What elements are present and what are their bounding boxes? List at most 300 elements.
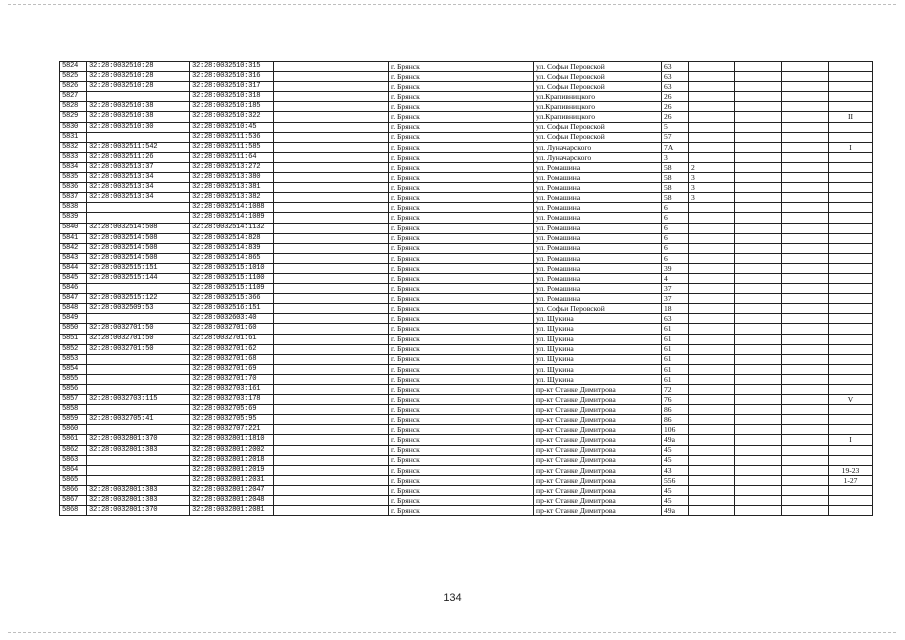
- extra-cell: [689, 445, 735, 455]
- note-cell: [829, 193, 873, 203]
- house-cell: 26: [662, 92, 689, 102]
- empty-cell: [782, 415, 829, 425]
- table-row: [60, 132, 873, 142]
- empty-cell: [782, 324, 829, 334]
- land-cadastral-cell: 32:28:0032513:37: [87, 162, 190, 172]
- city-cell: г. Брянск: [389, 203, 534, 213]
- house-cell: 556: [662, 475, 689, 485]
- row-number-cell: 5829: [60, 112, 87, 122]
- object-cadastral-cell: 32:28:0032515:1010: [190, 263, 274, 273]
- object-cadastral-cell: 32:28:0032510:322: [190, 112, 274, 122]
- note-cell: I: [829, 435, 873, 445]
- note-cell: [829, 243, 873, 253]
- table-row: [60, 344, 873, 354]
- street-cell: ул. Ромашина: [534, 253, 662, 263]
- city-cell: г. Брянск: [389, 273, 534, 283]
- row-number-cell: 5838: [60, 203, 87, 213]
- blank-cell: [274, 122, 389, 132]
- table-row: [60, 465, 873, 475]
- extra-cell: [689, 223, 735, 233]
- blank-cell: [274, 435, 389, 445]
- blank-cell: [274, 243, 389, 253]
- empty-cell: [782, 374, 829, 384]
- land-cadastral-cell: 32:28:0032510:28: [87, 72, 190, 82]
- object-cadastral-cell: 32:28:0032510:316: [190, 72, 274, 82]
- row-number-cell: 5855: [60, 374, 87, 384]
- object-cadastral-cell: 32:28:0032510:185: [190, 102, 274, 112]
- object-cadastral-cell: 32:28:0032511:536: [190, 132, 274, 142]
- table-row: [60, 162, 873, 172]
- object-cadastral-cell: 32:28:0032515:1109: [190, 284, 274, 294]
- street-cell: ул. Ромашина: [534, 193, 662, 203]
- blank-cell: [274, 223, 389, 233]
- empty-cell: [782, 162, 829, 172]
- table-row: [60, 294, 873, 304]
- row-number-cell: 5845: [60, 273, 87, 283]
- land-cadastral-cell: [87, 213, 190, 223]
- empty-cell: [735, 132, 782, 142]
- object-cadastral-cell: 32:28:0032511:585: [190, 142, 274, 152]
- empty-cell: [735, 193, 782, 203]
- empty-cell: [735, 162, 782, 172]
- extra-cell: [689, 203, 735, 213]
- note-cell: [829, 344, 873, 354]
- street-cell: ул. Софьи Перовской: [534, 72, 662, 82]
- note-cell: [829, 364, 873, 374]
- empty-cell: [782, 395, 829, 405]
- house-cell: 18: [662, 304, 689, 314]
- table-row: [60, 455, 873, 465]
- empty-cell: [735, 142, 782, 152]
- object-cadastral-cell: 32:28:0032701:62: [190, 344, 274, 354]
- city-cell: г. Брянск: [389, 62, 534, 72]
- city-cell: г. Брянск: [389, 142, 534, 152]
- extra-cell: [689, 152, 735, 162]
- house-cell: 7А: [662, 142, 689, 152]
- city-cell: г. Брянск: [389, 284, 534, 294]
- object-cadastral-cell: 32:28:0032703:178: [190, 395, 274, 405]
- note-cell: [829, 203, 873, 213]
- house-cell: 63: [662, 72, 689, 82]
- table-row: [60, 314, 873, 324]
- empty-cell: [735, 314, 782, 324]
- extra-cell: [689, 496, 735, 506]
- house-cell: 49а: [662, 435, 689, 445]
- empty-cell: [735, 62, 782, 72]
- house-cell: 26: [662, 102, 689, 112]
- object-cadastral-cell: 32:28:0032801:2018: [190, 455, 274, 465]
- note-cell: [829, 102, 873, 112]
- city-cell: г. Брянск: [389, 223, 534, 233]
- empty-cell: [735, 72, 782, 82]
- empty-cell: [735, 435, 782, 445]
- land-cadastral-cell: [87, 354, 190, 364]
- land-cadastral-cell: [87, 465, 190, 475]
- table-row: [60, 122, 873, 132]
- empty-cell: [735, 263, 782, 273]
- table-row: [60, 364, 873, 374]
- note-cell: [829, 304, 873, 314]
- blank-cell: [274, 62, 389, 72]
- table-row: [60, 223, 873, 233]
- empty-cell: [782, 82, 829, 92]
- note-cell: [829, 334, 873, 344]
- object-cadastral-cell: 32:28:0032701:68: [190, 354, 274, 364]
- note-cell: [829, 92, 873, 102]
- house-cell: 37: [662, 284, 689, 294]
- empty-cell: [782, 122, 829, 132]
- land-cadastral-cell: [87, 132, 190, 142]
- row-number-cell: 5826: [60, 82, 87, 92]
- extra-cell: [689, 465, 735, 475]
- street-cell: ул. Ромашина: [534, 294, 662, 304]
- land-cadastral-cell: 32:28:0032511:26: [87, 152, 190, 162]
- extra-cell: [689, 253, 735, 263]
- table-row: [60, 485, 873, 495]
- street-cell: ул. Луначарского: [534, 142, 662, 152]
- extra-cell: [689, 364, 735, 374]
- empty-cell: [735, 203, 782, 213]
- object-cadastral-cell: 32:28:0032705:95: [190, 415, 274, 425]
- empty-cell: [782, 465, 829, 475]
- house-cell: 58: [662, 173, 689, 183]
- note-cell: [829, 374, 873, 384]
- table-row: [60, 173, 873, 183]
- house-cell: 61: [662, 364, 689, 374]
- land-cadastral-cell: 32:28:0032514:508: [87, 223, 190, 233]
- table-row: [60, 273, 873, 283]
- empty-cell: [782, 425, 829, 435]
- object-cadastral-cell: 32:28:0032801:2048: [190, 496, 274, 506]
- empty-cell: [735, 243, 782, 253]
- empty-cell: [782, 193, 829, 203]
- city-cell: г. Брянск: [389, 173, 534, 183]
- blank-cell: [274, 294, 389, 304]
- note-cell: [829, 425, 873, 435]
- table-row: [60, 415, 873, 425]
- note-cell: [829, 233, 873, 243]
- house-cell: 49а: [662, 506, 689, 516]
- object-cadastral-cell: 32:28:0032514:839: [190, 243, 274, 253]
- note-cell: [829, 354, 873, 364]
- house-cell: 106: [662, 425, 689, 435]
- empty-cell: [735, 385, 782, 395]
- empty-cell: [782, 142, 829, 152]
- row-number-cell: 5827: [60, 92, 87, 102]
- city-cell: г. Брянск: [389, 344, 534, 354]
- row-number-cell: 5846: [60, 284, 87, 294]
- street-cell: пр-кт Станке Димитрова: [534, 465, 662, 475]
- street-cell: пр-кт Станке Димитрова: [534, 485, 662, 495]
- empty-cell: [782, 304, 829, 314]
- extra-cell: [689, 92, 735, 102]
- extra-cell: [689, 82, 735, 92]
- blank-cell: [274, 132, 389, 142]
- extra-cell: [689, 455, 735, 465]
- blank-cell: [274, 112, 389, 122]
- empty-cell: [735, 253, 782, 263]
- land-cadastral-cell: 32:28:0032801:383: [87, 445, 190, 455]
- page-number: 134: [443, 592, 462, 604]
- street-cell: ул. Ромашина: [534, 203, 662, 213]
- city-cell: г. Брянск: [389, 405, 534, 415]
- house-cell: 3: [662, 152, 689, 162]
- empty-cell: [782, 223, 829, 233]
- street-cell: ул. Ромашина: [534, 223, 662, 233]
- street-cell: ул. Щукина: [534, 314, 662, 324]
- extra-cell: 2: [689, 162, 735, 172]
- city-cell: г. Брянск: [389, 92, 534, 102]
- empty-cell: [782, 203, 829, 213]
- land-cadastral-cell: [87, 475, 190, 485]
- house-cell: 6: [662, 223, 689, 233]
- extra-cell: [689, 475, 735, 485]
- extra-cell: [689, 273, 735, 283]
- table-row: [60, 193, 873, 203]
- blank-cell: [274, 485, 389, 495]
- house-cell: 37: [662, 294, 689, 304]
- empty-cell: [735, 465, 782, 475]
- note-cell: [829, 405, 873, 415]
- object-cadastral-cell: 32:28:0032510:317: [190, 82, 274, 92]
- street-cell: ул. Щукина: [534, 364, 662, 374]
- empty-cell: [735, 112, 782, 122]
- city-cell: г. Брянск: [389, 304, 534, 314]
- house-cell: 58: [662, 183, 689, 193]
- blank-cell: [274, 253, 389, 263]
- table-row: [60, 324, 873, 334]
- extra-cell: [689, 314, 735, 324]
- land-cadastral-cell: 32:28:0032515:122: [87, 294, 190, 304]
- object-cadastral-cell: 32:28:0032513:380: [190, 173, 274, 183]
- row-number-cell: 5836: [60, 183, 87, 193]
- house-cell: 45: [662, 445, 689, 455]
- city-cell: г. Брянск: [389, 324, 534, 334]
- city-cell: г. Брянск: [389, 243, 534, 253]
- empty-cell: [782, 485, 829, 495]
- city-cell: г. Брянск: [389, 183, 534, 193]
- blank-cell: [274, 102, 389, 112]
- house-cell: 63: [662, 62, 689, 72]
- empty-cell: [735, 354, 782, 364]
- empty-cell: [735, 284, 782, 294]
- house-cell: 61: [662, 324, 689, 334]
- empty-cell: [782, 506, 829, 516]
- note-cell: [829, 263, 873, 273]
- note-cell: [829, 284, 873, 294]
- empty-cell: [782, 253, 829, 263]
- object-cadastral-cell: 32:28:0032514:1089: [190, 213, 274, 223]
- table-row: [60, 82, 873, 92]
- row-number-cell: 5854: [60, 364, 87, 374]
- land-cadastral-cell: 32:28:0032705:41: [87, 415, 190, 425]
- city-cell: г. Брянск: [389, 385, 534, 395]
- row-number-cell: 5833: [60, 152, 87, 162]
- empty-cell: [782, 445, 829, 455]
- city-cell: г. Брянск: [389, 213, 534, 223]
- row-number-cell: 5863: [60, 455, 87, 465]
- object-cadastral-cell: 32:28:0032513:382: [190, 193, 274, 203]
- city-cell: г. Брянск: [389, 425, 534, 435]
- street-cell: пр-кт Станке Димитрова: [534, 506, 662, 516]
- city-cell: г. Брянск: [389, 506, 534, 516]
- table-row: [60, 354, 873, 364]
- house-cell: 5: [662, 122, 689, 132]
- land-cadastral-cell: 32:28:0032701:50: [87, 324, 190, 334]
- empty-cell: [735, 102, 782, 112]
- note-cell: [829, 273, 873, 283]
- city-cell: г. Брянск: [389, 445, 534, 455]
- object-cadastral-cell: 32:28:0032515:366: [190, 294, 274, 304]
- note-cell: [829, 223, 873, 233]
- land-cadastral-cell: 32:28:0032701:50: [87, 334, 190, 344]
- empty-cell: [782, 496, 829, 506]
- row-number-cell: 5853: [60, 354, 87, 364]
- street-cell: ул. Софьи Перовской: [534, 132, 662, 142]
- row-number-cell: 5843: [60, 253, 87, 263]
- note-cell: [829, 314, 873, 324]
- street-cell: ул. Ромашина: [534, 162, 662, 172]
- empty-cell: [735, 334, 782, 344]
- city-cell: г. Брянск: [389, 72, 534, 82]
- city-cell: г. Брянск: [389, 314, 534, 324]
- extra-cell: [689, 122, 735, 132]
- blank-cell: [274, 364, 389, 374]
- land-cadastral-cell: 32:28:0032510:38: [87, 102, 190, 112]
- empty-cell: [735, 122, 782, 132]
- object-cadastral-cell: 32:28:0032510:45: [190, 122, 274, 132]
- note-cell: [829, 485, 873, 495]
- city-cell: г. Брянск: [389, 263, 534, 273]
- city-cell: г. Брянск: [389, 354, 534, 364]
- blank-cell: [274, 314, 389, 324]
- extra-cell: 3: [689, 173, 735, 183]
- note-cell: [829, 132, 873, 142]
- object-cadastral-cell: 32:28:0032801:2047: [190, 485, 274, 495]
- street-cell: ул. Ромашина: [534, 233, 662, 243]
- table-row: [60, 233, 873, 243]
- row-number-cell: 5849: [60, 314, 87, 324]
- table-row: [60, 203, 873, 213]
- row-number-cell: 5832: [60, 142, 87, 152]
- row-number-cell: 5864: [60, 465, 87, 475]
- land-cadastral-cell: [87, 92, 190, 102]
- blank-cell: [274, 385, 389, 395]
- land-cadastral-cell: 32:28:0032514:508: [87, 243, 190, 253]
- empty-cell: [735, 152, 782, 162]
- house-cell: 63: [662, 82, 689, 92]
- land-cadastral-cell: 32:28:0032801:370: [87, 435, 190, 445]
- note-cell: [829, 213, 873, 223]
- city-cell: г. Брянск: [389, 193, 534, 203]
- table-row: [60, 385, 873, 395]
- row-number-cell: 5862: [60, 445, 87, 455]
- land-cadastral-cell: 32:28:0032513:34: [87, 193, 190, 203]
- object-cadastral-cell: 32:28:0032513:272: [190, 162, 274, 172]
- table-row: [60, 102, 873, 112]
- city-cell: г. Брянск: [389, 162, 534, 172]
- extra-cell: [689, 304, 735, 314]
- row-number-cell: 5842: [60, 243, 87, 253]
- extra-cell: [689, 344, 735, 354]
- table-row: [60, 62, 873, 72]
- extra-cell: [689, 385, 735, 395]
- land-cadastral-cell: [87, 455, 190, 465]
- object-cadastral-cell: 32:28:0032801:2031: [190, 475, 274, 485]
- city-cell: г. Брянск: [389, 364, 534, 374]
- house-cell: 6: [662, 253, 689, 263]
- note-cell: [829, 82, 873, 92]
- note-cell: [829, 253, 873, 263]
- empty-cell: [735, 213, 782, 223]
- city-cell: г. Брянск: [389, 465, 534, 475]
- house-cell: 72: [662, 385, 689, 395]
- row-number-cell: 5828: [60, 102, 87, 112]
- empty-cell: [735, 425, 782, 435]
- extra-cell: [689, 374, 735, 384]
- house-cell: 6: [662, 243, 689, 253]
- empty-cell: [782, 364, 829, 374]
- empty-cell: [782, 334, 829, 344]
- object-cadastral-cell: 32:28:0032510:318: [190, 92, 274, 102]
- house-cell: 61: [662, 344, 689, 354]
- row-number-cell: 5841: [60, 233, 87, 243]
- row-number-cell: 5824: [60, 62, 87, 72]
- object-cadastral-cell: 32:28:0032513:381: [190, 183, 274, 193]
- city-cell: г. Брянск: [389, 395, 534, 405]
- empty-cell: [782, 344, 829, 354]
- object-cadastral-cell: 32:28:0032701:61: [190, 334, 274, 344]
- empty-cell: [782, 435, 829, 445]
- empty-cell: [735, 395, 782, 405]
- city-cell: г. Брянск: [389, 334, 534, 344]
- blank-cell: [274, 193, 389, 203]
- object-cadastral-cell: 32:28:0032801:1810: [190, 435, 274, 445]
- house-cell: 6: [662, 203, 689, 213]
- extra-cell: 3: [689, 183, 735, 193]
- note-cell: [829, 385, 873, 395]
- blank-cell: [274, 445, 389, 455]
- table-row: [60, 72, 873, 82]
- empty-cell: [735, 92, 782, 102]
- house-cell: 63: [662, 314, 689, 324]
- row-number-cell: 5861: [60, 435, 87, 445]
- city-cell: г. Брянск: [389, 294, 534, 304]
- blank-cell: [274, 183, 389, 193]
- row-number-cell: 5865: [60, 475, 87, 485]
- land-cadastral-cell: 32:28:0032801:370: [87, 506, 190, 516]
- table-row: [60, 374, 873, 384]
- land-cadastral-cell: 32:28:0032510:28: [87, 62, 190, 72]
- extra-cell: [689, 425, 735, 435]
- row-number-cell: 5868: [60, 506, 87, 516]
- row-number-cell: 5860: [60, 425, 87, 435]
- land-cadastral-cell: [87, 314, 190, 324]
- empty-cell: [782, 213, 829, 223]
- empty-cell: [735, 304, 782, 314]
- city-cell: г. Брянск: [389, 496, 534, 506]
- table-row: [60, 142, 873, 152]
- object-cadastral-cell: 32:28:0032703:161: [190, 385, 274, 395]
- city-cell: г. Брянск: [389, 485, 534, 495]
- empty-cell: [735, 344, 782, 354]
- house-cell: 61: [662, 374, 689, 384]
- blank-cell: [274, 344, 389, 354]
- empty-cell: [782, 112, 829, 122]
- street-cell: пр-кт Станке Димитрова: [534, 475, 662, 485]
- table-row: [60, 435, 873, 445]
- note-cell: [829, 72, 873, 82]
